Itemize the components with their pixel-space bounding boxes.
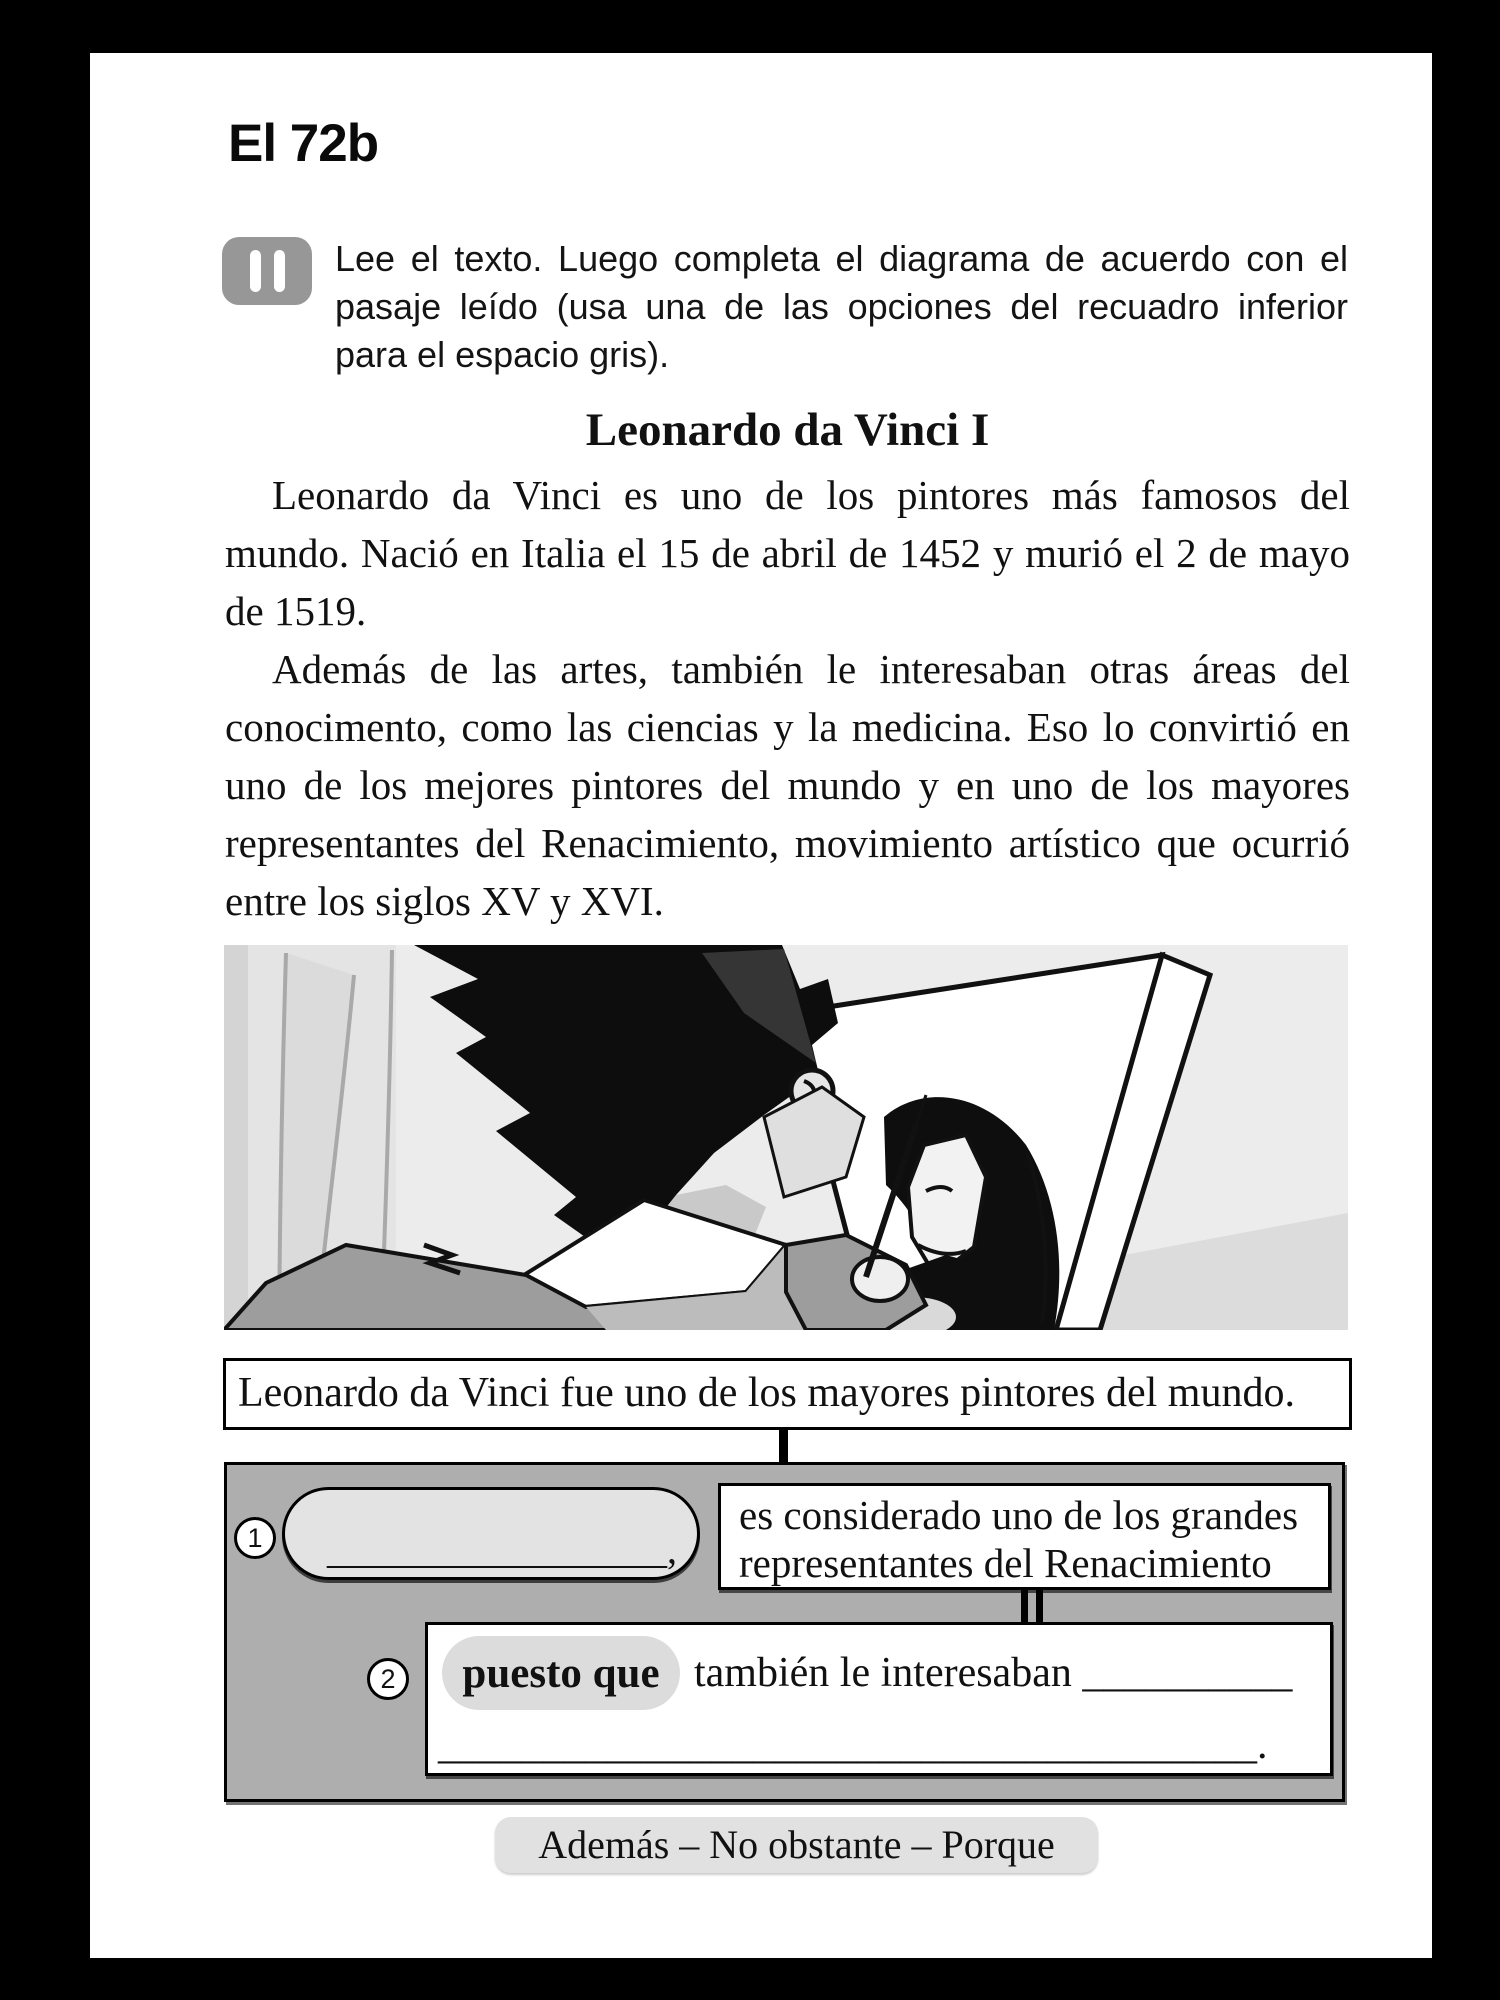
node1-number-label: 1 bbox=[247, 1522, 263, 1553]
connector-single-line bbox=[779, 1429, 788, 1463]
exercise-code: El 72b bbox=[228, 114, 379, 173]
node1-blank-line[interactable]: _________________, bbox=[327, 1527, 677, 1572]
connector-bar bbox=[1036, 1589, 1043, 1624]
diagram-main-statement: Leonardo da Vinci fue uno de los mayores pintores del mundo. bbox=[223, 1358, 1352, 1430]
reading-passage bbox=[225, 466, 1350, 930]
node2-blank-1[interactable]: __________ bbox=[1082, 1650, 1293, 1696]
diagram-container bbox=[224, 1462, 1345, 1802]
pause-bar bbox=[274, 250, 285, 292]
pause-bar bbox=[250, 250, 261, 292]
passage-paragraph-2: Además de las artes, también le interesaban otras áreas del conocimento, como las ciencias y la medicina. Eso lo convirtió en uno de los mejores pintores del mundo y en uno de los mayores representantes del Renacimiento, movimiento artístico que ocurrió entre los siglos XV y XVI. bbox=[225, 646, 1350, 924]
connector-bar bbox=[1021, 1589, 1028, 1624]
illustration-painter-portrait bbox=[224, 945, 1348, 1330]
passage-paragraph-1: Leonardo da Vinci es uno de los pintores más famosos del mundo. Nació en Italia el 15 de abril de 1452 y murió el 2 de mayo de 1519. bbox=[225, 472, 1350, 634]
node2-text: también le interesaban bbox=[694, 1650, 1072, 1696]
illustration-svg bbox=[224, 945, 1348, 1330]
node2-number-label: 2 bbox=[380, 1663, 396, 1694]
node1-answer-pill[interactable] bbox=[282, 1487, 700, 1580]
workbook-page bbox=[90, 53, 1432, 1958]
connector-double-line bbox=[1021, 1589, 1043, 1624]
node2-row1 bbox=[442, 1636, 1292, 1710]
painter-hand bbox=[852, 1257, 908, 1301]
node2-box bbox=[425, 1622, 1333, 1776]
node2-blank-2[interactable]: _______________________________________. bbox=[438, 1722, 1268, 1768]
node1-result-box bbox=[718, 1483, 1331, 1590]
instruction-text: Lee el texto. Luego completa el diagrama de acuerdo con el pasaje leído (usa una de las opciones del recuadro inferior para el espacio gris). bbox=[335, 238, 1348, 375]
pause-icon bbox=[222, 237, 312, 305]
result-line-1: es considerado uno de los grandes bbox=[739, 1492, 1299, 1538]
node2-sentence bbox=[694, 1649, 1292, 1697]
node2-connector-pill: puesto que bbox=[442, 1636, 680, 1710]
reading-title: Leonardo da Vinci I bbox=[585, 404, 990, 456]
node2-number bbox=[367, 1658, 409, 1700]
result-line-2: representantes del Renacimiento bbox=[739, 1540, 1272, 1586]
word-bank-pill[interactable]: Además – No obstante – Porque bbox=[495, 1817, 1098, 1873]
node1-number bbox=[234, 1517, 276, 1559]
